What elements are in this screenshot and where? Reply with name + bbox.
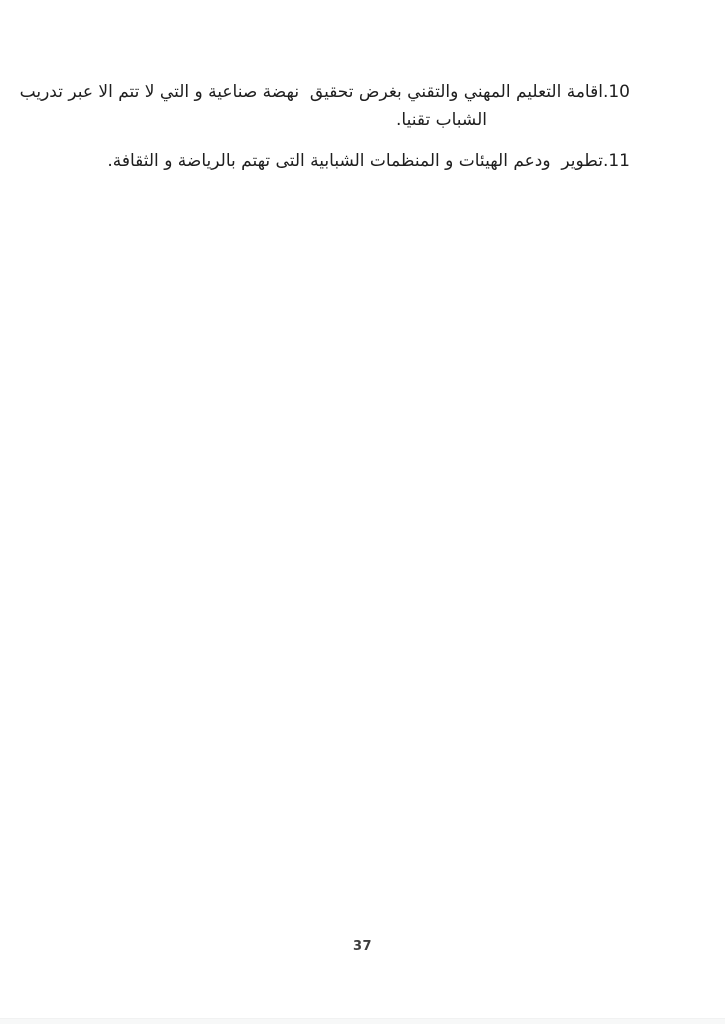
page-number: 37 xyxy=(352,939,373,954)
list-item-11-line-1: 11.تطوير ودعم الهيئات و المنظمات الشبابية التى تهتم بالرياضة و الثقافة. xyxy=(107,151,630,171)
list-item-11 xyxy=(60,147,630,175)
list-item-10 xyxy=(19,78,630,134)
list-item-10-line-2: الشباب تقنيا. xyxy=(396,110,487,130)
list-item-10-line-1: 10.اقامة التعليم المهني والتقني بغرض تحقيق نهضة صناعية و التي لا تتم الا عبر تدريب xyxy=(19,82,630,102)
page-bottom-edge xyxy=(0,1018,725,1024)
document-body xyxy=(19,78,630,175)
